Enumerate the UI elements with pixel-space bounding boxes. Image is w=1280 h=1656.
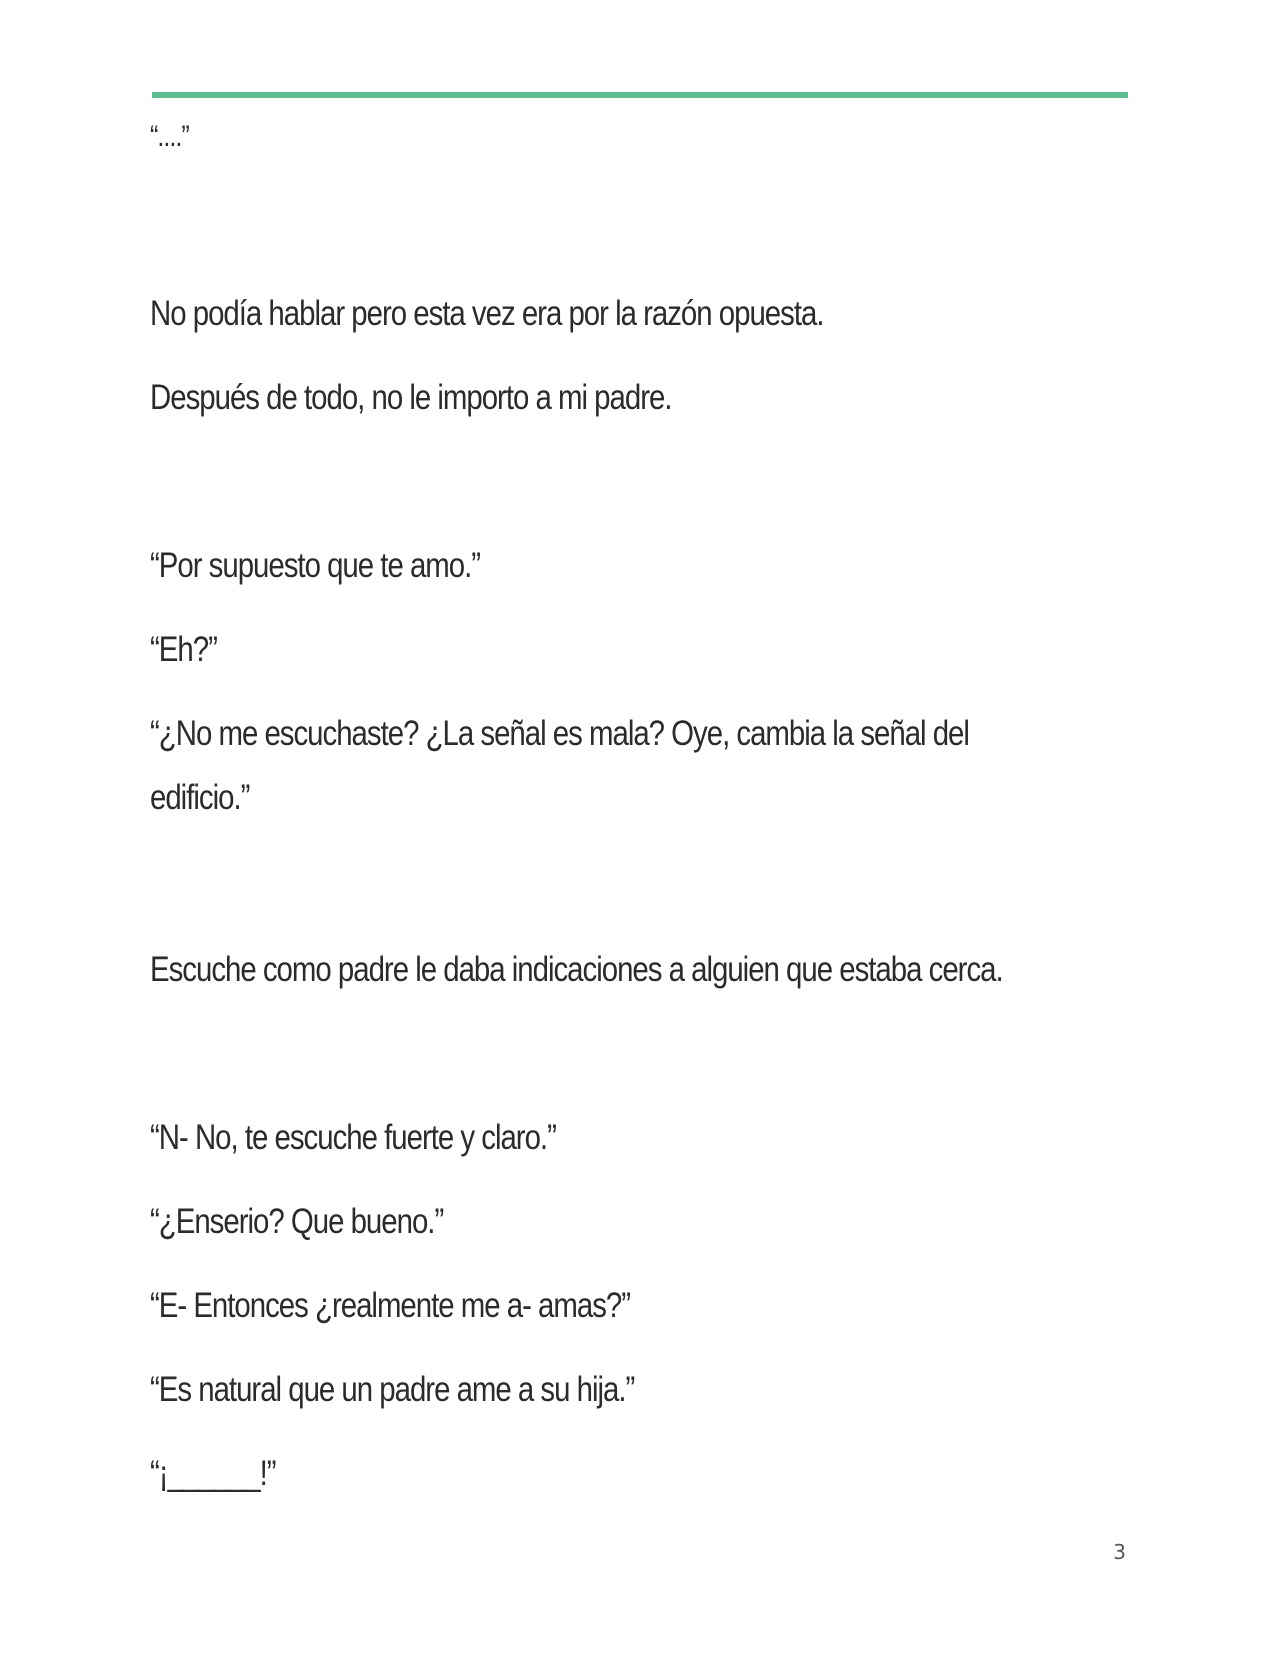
page-number: 3: [1113, 1540, 1126, 1564]
paragraph-narration-1: No podía hablar pero esta vez era por la razón opuesta.: [150, 294, 824, 333]
paragraph-ellipsis: “....”: [150, 120, 189, 153]
header-rule: [152, 92, 1128, 98]
dialogue-line: “¿Enserio? Que bueno.”: [150, 1202, 444, 1241]
dialogue-line: “E- Entonces ¿realmente me a- amas?”: [150, 1286, 631, 1325]
paragraph-narration-2: Después de todo, no le importo a mi padre.: [150, 378, 672, 417]
dialogue-line: “Es natural que un padre ame a su hija.”: [150, 1370, 635, 1409]
paragraph-narration-3: Escuche como padre le daba indicaciones a alguien que estaba cerca.: [150, 950, 1003, 989]
dialogue-line: “¡______!”: [150, 1454, 276, 1493]
dialogue-line: “N- No, te escuche fuerte y claro.”: [150, 1118, 556, 1157]
dialogue-line: “Por supuesto que te amo.”: [150, 546, 481, 585]
dialogue-line-continuation: edificio.”: [150, 778, 250, 817]
dialogue-line: “¿No me escuchaste? ¿La señal es mala? Oye, cambia la señal del: [150, 714, 969, 753]
dialogue-line: “Eh?”: [150, 630, 217, 669]
